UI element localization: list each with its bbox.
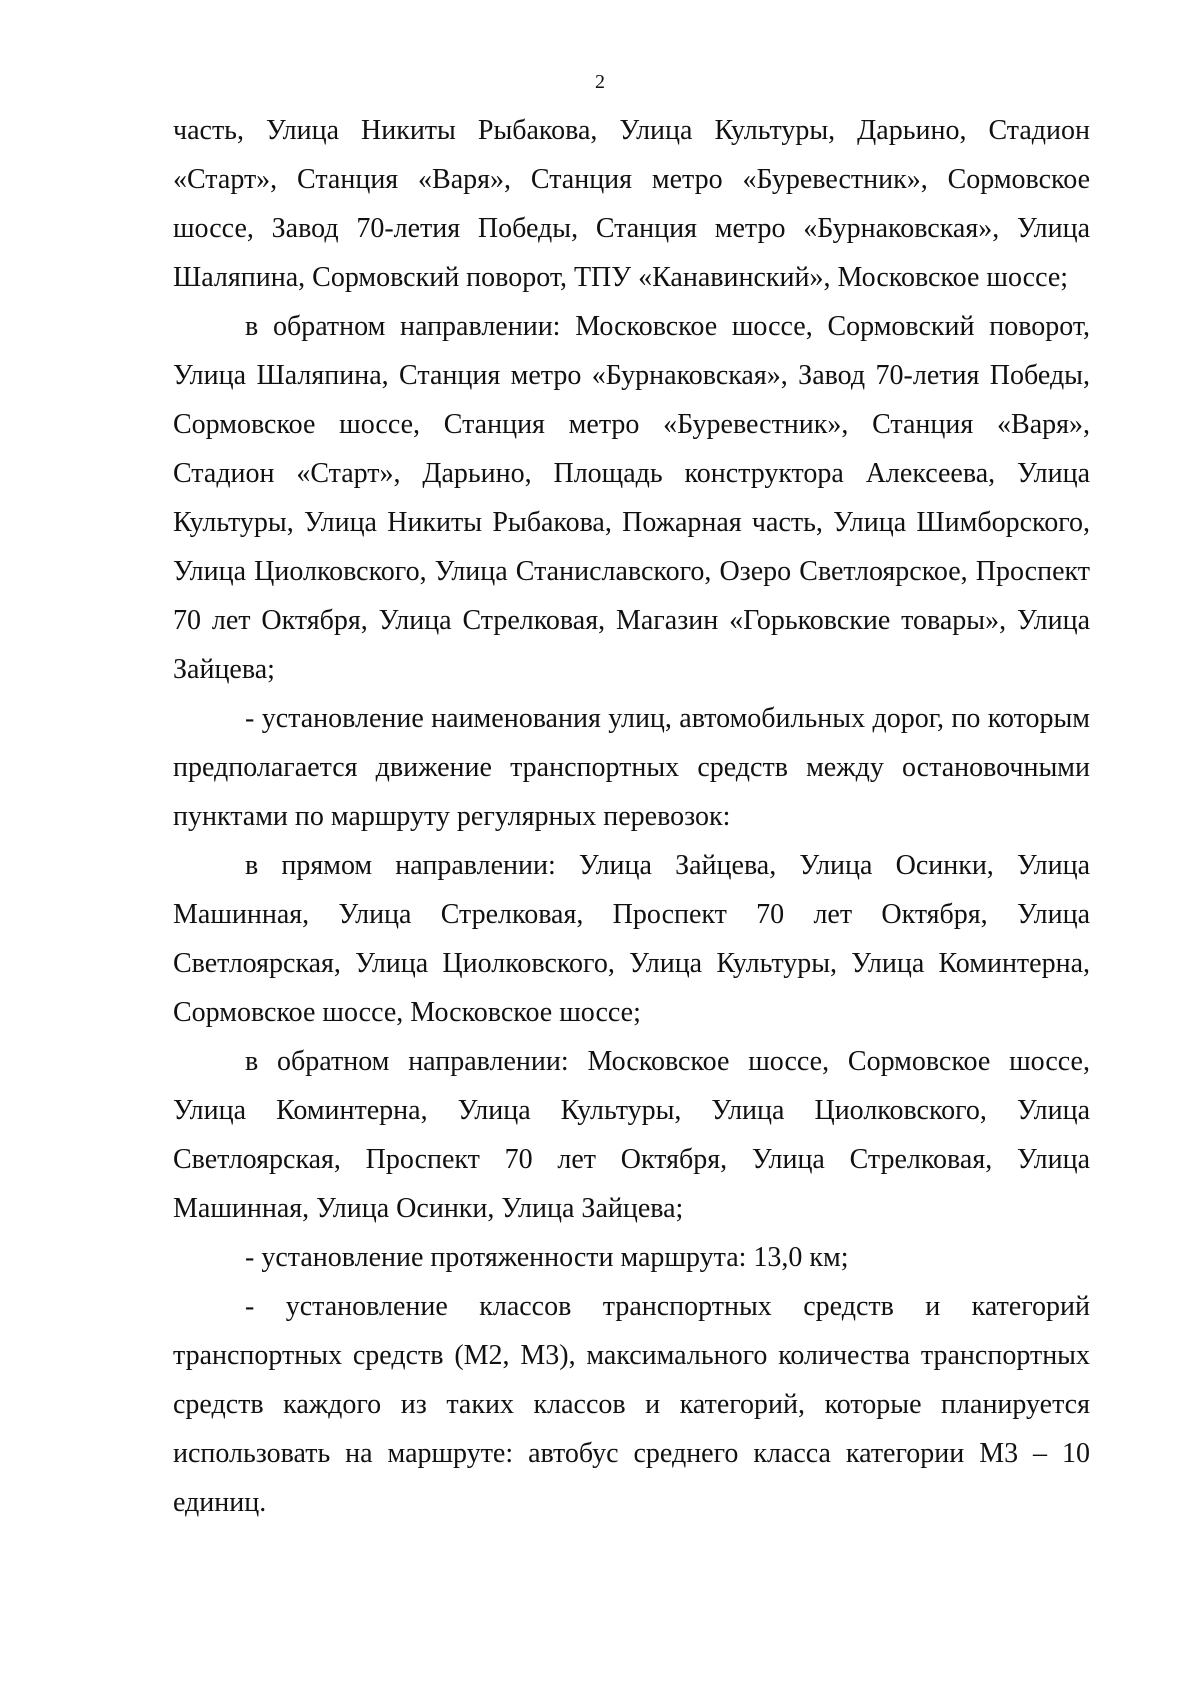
paragraph-vehicle-classes: - установление классов транспортных средств и категорий транспортных средств (М2, М3), максимального количества транспортных средств каждого из таких классов и категорий, которые планируется использовать на маршруте: автобус среднего класса категории М3 – 10 единиц.	[173, 1291, 1090, 1518]
paragraph-street-names-heading: - установление наименования улиц, автомобильных дорог, по которым предполагается движение транспортных средств между остановочными пунктами по маршруту регулярных перевозок:	[173, 703, 1090, 832]
paragraph-reverse-streets: в обратном направлении: Московское шоссе, Сормовское шоссе, Улица Коминтерна, Улица Культуры, Улица Циолковского, Улица Светлоярская, Проспект 70 лет Октября, Улица Стрелковая, Улица Машинная, Улица Осинки, Улица Зайцева;	[173, 1046, 1090, 1224]
paragraph-route-length: - установление протяженности маршрута: 13,0 км;	[245, 1242, 849, 1273]
paragraph-forward-stops-continued: часть, Улица Никиты Рыбакова, Улица Культуры, Дарьино, Стадион «Старт», Станция «Варя», Станция метро «Буревестник», Сормовское шоссе, Завод 70-летия Победы, Станция метро «Бурнаковская», Улица Шаляпина, Сормовский поворот, ТПУ «Канавинский», Московское шоссе;	[173, 115, 1090, 293]
document-body	[173, 106, 1090, 1527]
paragraph-reverse-stops: в обратном направлении: Московское шоссе, Сормовский поворот, Улица Шаляпина, Станция метро «Бурнаковская», Завод 70-летия Победы, Сормовское шоссе, Станция метро «Буревестник», Станция «Варя», Стадион «Старт», Дарьино, Площадь конструктора Алексеева, Улица Культуры, Улица Никиты Рыбакова, Пожарная часть, Улица Шимборского, Улица Циолковского, Улица Станиславского, Озеро Светлоярское, Проспект 70 лет Октября, Улица Стрелковая, Магазин «Горьковские товары», Улица Зайцева;	[173, 311, 1090, 685]
page-number: 2	[595, 71, 605, 93]
paragraph-forward-streets: в прямом направлении: Улица Зайцева, Улица Осинки, Улица Машинная, Улица Стрелковая, Проспект 70 лет Октября, Улица Светлоярская, Улица Циолковского, Улица Культуры, Улица Коминтерна, Сормовское шоссе, Московское шоссе;	[173, 850, 1090, 1028]
